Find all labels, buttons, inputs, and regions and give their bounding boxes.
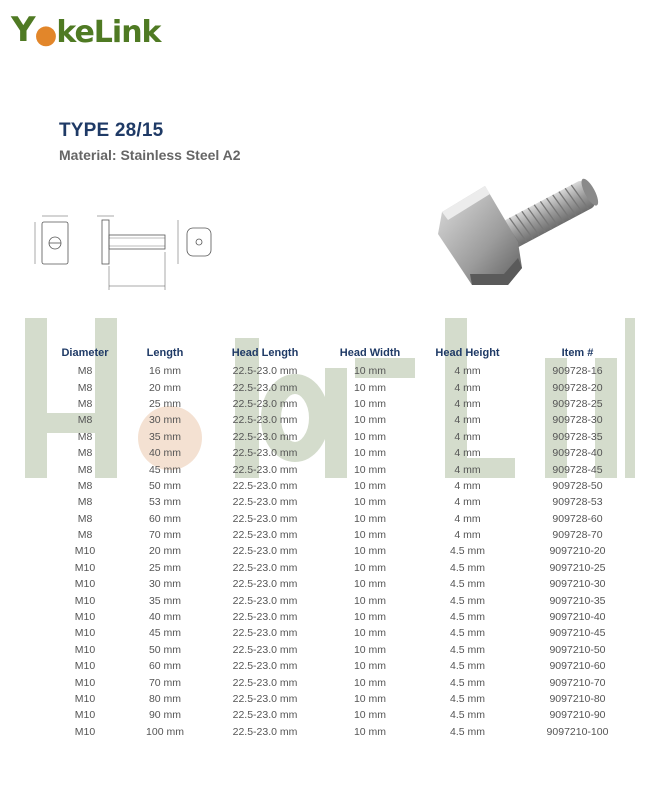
table-row (50, 494, 640, 510)
cell-head-height: 4 mm (454, 381, 481, 394)
cell-item-number: 9097210-30 (549, 578, 606, 591)
cell-diameter: M8 (77, 397, 93, 410)
cell-diameter: M10 (74, 578, 96, 591)
cell-diameter: M10 (74, 611, 96, 624)
cell-head-length: 22.5-23.0 mm (232, 725, 298, 738)
cell-diameter: M10 (74, 561, 96, 574)
cell-head-height: 4.5 mm (449, 578, 485, 591)
cell-head-width: 10 mm (353, 545, 387, 558)
cell-head-height: 4 mm (454, 463, 481, 476)
cell-head-height: 4 mm (454, 479, 481, 492)
cell-head-length: 22.5-23.0 mm (232, 578, 298, 591)
cell-length: 60 mm (148, 512, 182, 525)
spec-table (50, 343, 640, 740)
table-row (50, 642, 640, 658)
cell-head-length: 22.5-23.0 mm (232, 463, 298, 476)
header-head-height: Head Height (435, 347, 500, 359)
cell-item-number: 909728-16 (552, 365, 603, 378)
cell-length: 60 mm (148, 660, 182, 673)
cell-length: 30 mm (148, 414, 182, 427)
cell-head-length: 22.5-23.0 mm (232, 660, 298, 673)
cell-head-width: 10 mm (353, 381, 387, 394)
table-row (50, 363, 640, 379)
cell-head-length: 22.5-23.0 mm (232, 561, 298, 574)
cell-head-width: 10 mm (353, 496, 387, 509)
cell-item-number: 9097210-100 (546, 725, 609, 738)
cell-diameter: M8 (77, 463, 93, 476)
cell-item-number: 9097210-50 (549, 643, 606, 656)
cell-head-width: 10 mm (353, 414, 387, 427)
cell-head-width: 10 mm (353, 709, 387, 722)
cell-length: 16 mm (148, 365, 182, 378)
cell-length: 45 mm (148, 627, 182, 640)
cell-head-length: 22.5-23.0 mm (232, 512, 298, 525)
technical-drawing (30, 206, 230, 296)
cell-diameter: M10 (74, 627, 96, 640)
cell-head-width: 10 mm (353, 693, 387, 705)
cell-item-number: 909728-60 (552, 512, 603, 525)
cell-length: 25 mm (148, 397, 182, 410)
cell-head-width: 10 mm (353, 627, 387, 640)
cell-item-number: 9097210-25 (549, 561, 606, 574)
table-row (50, 379, 640, 395)
cell-head-height: 4.5 mm (449, 611, 485, 624)
cell-length: 53 mm (148, 496, 182, 509)
cell-head-length: 22.5-23.0 mm (232, 693, 298, 705)
header-item-number: Item # (561, 347, 594, 359)
cell-head-height: 4.5 mm (449, 660, 485, 673)
cell-head-height: 4 mm (454, 397, 481, 410)
cell-head-length: 22.5-23.0 mm (232, 479, 298, 492)
cell-head-height: 4 mm (454, 365, 481, 378)
cell-head-length: 22.5-23.0 mm (232, 397, 298, 410)
table-row (50, 724, 640, 740)
cell-head-length: 22.5-23.0 mm (232, 676, 298, 689)
cell-head-width: 10 mm (353, 611, 387, 624)
cell-head-height: 4.5 mm (449, 693, 485, 705)
cell-head-width: 10 mm (353, 447, 387, 460)
cell-head-width: 10 mm (353, 578, 387, 591)
table-row (50, 658, 640, 674)
table-row (50, 527, 640, 543)
table-row (50, 609, 640, 625)
cell-item-number: 909728-50 (552, 479, 603, 492)
cell-head-length: 22.5-23.0 mm (232, 611, 298, 624)
cell-diameter: M8 (77, 447, 93, 460)
cell-diameter: M10 (74, 676, 96, 689)
cell-head-length: 22.5-23.0 mm (232, 381, 298, 394)
table-row (50, 625, 640, 641)
cell-head-length: 22.5-23.0 mm (232, 545, 298, 558)
brand-logo: Y ● keLink (11, 10, 161, 50)
header-length: Length (146, 347, 184, 359)
table-row (50, 691, 640, 707)
cell-diameter: M8 (77, 529, 93, 542)
cell-head-width: 10 mm (353, 430, 387, 443)
header-head-width: Head Width (339, 347, 401, 359)
cell-item-number: 9097210-20 (549, 545, 606, 558)
cell-item-number: 909728-40 (552, 447, 603, 460)
cell-head-width: 10 mm (353, 365, 387, 378)
cell-diameter: M8 (77, 381, 93, 394)
cell-head-height: 4 mm (454, 414, 481, 427)
cell-head-height: 4.5 mm (449, 676, 485, 689)
table-header-row (50, 343, 640, 363)
cell-head-height: 4.5 mm (449, 643, 485, 656)
cell-diameter: M8 (77, 479, 93, 492)
cell-head-length: 22.5-23.0 mm (232, 643, 298, 656)
cell-head-length: 22.5-23.0 mm (232, 627, 298, 640)
cell-head-length: 22.5-23.0 mm (232, 529, 298, 542)
cell-head-width: 10 mm (353, 643, 387, 656)
cell-head-height: 4.5 mm (449, 594, 485, 607)
cell-item-number: 9097210-90 (549, 709, 606, 722)
cell-head-width: 10 mm (353, 676, 387, 689)
cell-length: 50 mm (148, 479, 182, 492)
table-row (50, 707, 640, 723)
cell-length: 35 mm (148, 594, 182, 607)
cell-length: 90 mm (148, 709, 182, 722)
cell-item-number: 9097210-45 (549, 627, 606, 640)
table-row (50, 592, 640, 608)
cell-length: 25 mm (148, 561, 182, 574)
table-row (50, 445, 640, 461)
cell-length: 35 mm (148, 430, 182, 443)
table-row (50, 412, 640, 428)
cell-diameter: M8 (77, 365, 93, 378)
cell-head-height: 4 mm (454, 496, 481, 509)
cell-head-width: 10 mm (353, 725, 387, 738)
cell-diameter: M10 (74, 643, 96, 656)
cell-length: 80 mm (148, 693, 182, 705)
cell-length: 20 mm (148, 545, 182, 558)
cell-head-width: 10 mm (353, 397, 387, 410)
table-row (50, 543, 640, 559)
cell-head-length: 22.5-23.0 mm (232, 496, 298, 509)
product-title: TYPE 28/15 (59, 120, 164, 141)
cell-length: 40 mm (148, 447, 182, 460)
cell-head-width: 10 mm (353, 660, 387, 673)
cell-diameter: M8 (77, 430, 93, 443)
cell-head-length: 22.5-23.0 mm (232, 414, 298, 427)
cell-item-number: 9097210-70 (549, 676, 606, 689)
table-row (50, 576, 640, 592)
cell-item-number: 909728-45 (552, 463, 603, 476)
cell-length: 40 mm (148, 611, 182, 624)
cell-head-height: 4.5 mm (449, 627, 485, 640)
table-row (50, 511, 640, 527)
table-body (50, 363, 640, 740)
cell-diameter: M10 (74, 709, 96, 722)
cell-head-length: 22.5-23.0 mm (232, 430, 298, 443)
cell-item-number: 909728-20 (552, 381, 603, 394)
cell-head-height: 4.5 mm (449, 561, 485, 574)
cell-length: 45 mm (148, 463, 182, 476)
cell-head-width: 10 mm (353, 529, 387, 542)
cell-item-number: 909728-35 (552, 430, 603, 443)
cell-item-number: 909728-30 (552, 414, 603, 427)
cell-item-number: 9097210-35 (549, 594, 606, 607)
table-row (50, 429, 640, 445)
cell-diameter: M10 (74, 693, 96, 705)
cell-diameter: M8 (77, 512, 93, 525)
table-row (50, 674, 640, 690)
cell-length: 50 mm (148, 643, 182, 656)
cell-head-width: 10 mm (353, 561, 387, 574)
product-material: Material: Stainless Steel A2 (59, 147, 241, 163)
cell-head-length: 22.5-23.0 mm (232, 365, 298, 378)
cell-diameter: M10 (74, 660, 96, 673)
cell-item-number: 9097210-80 (549, 693, 606, 705)
cell-diameter: M8 (77, 496, 93, 509)
cell-head-width: 10 mm (353, 463, 387, 476)
cell-item-number: 909728-53 (552, 496, 603, 509)
table-row (50, 560, 640, 576)
table-row (50, 478, 640, 494)
cell-head-width: 10 mm (353, 512, 387, 525)
cell-head-width: 10 mm (353, 479, 387, 492)
cell-head-height: 4 mm (454, 529, 481, 542)
cell-length: 100 mm (146, 725, 184, 738)
cell-head-height: 4.5 mm (449, 725, 485, 738)
cell-length: 30 mm (148, 578, 182, 591)
cell-item-number: 9097210-60 (549, 660, 606, 673)
cell-diameter: M8 (77, 414, 93, 427)
cell-head-length: 22.5-23.0 mm (232, 594, 298, 607)
cell-length: 70 mm (148, 529, 182, 542)
cell-diameter: M10 (74, 725, 96, 738)
cell-head-height: 4 mm (454, 512, 481, 525)
cell-diameter: M10 (74, 545, 96, 558)
cell-head-height: 4.5 mm (449, 709, 485, 722)
table-row (50, 461, 640, 477)
header-head-length: Head Length (231, 347, 299, 359)
cell-length: 20 mm (148, 381, 182, 394)
cell-head-height: 4 mm (454, 447, 481, 460)
cell-head-length: 22.5-23.0 mm (232, 709, 298, 722)
cell-head-height: 4.5 mm (449, 545, 485, 558)
cell-item-number: 909728-70 (552, 529, 603, 542)
header-diameter: Diameter (61, 347, 109, 359)
cell-head-height: 4 mm (454, 430, 481, 443)
cell-head-width: 10 mm (353, 594, 387, 607)
cell-item-number: 9097210-40 (549, 611, 606, 624)
cell-diameter: M10 (74, 594, 96, 607)
cell-item-number: 909728-25 (552, 397, 603, 410)
cell-head-length: 22.5-23.0 mm (232, 447, 298, 460)
t-bolt-photo (430, 150, 620, 300)
cell-length: 70 mm (148, 676, 182, 689)
table-row (50, 396, 640, 412)
